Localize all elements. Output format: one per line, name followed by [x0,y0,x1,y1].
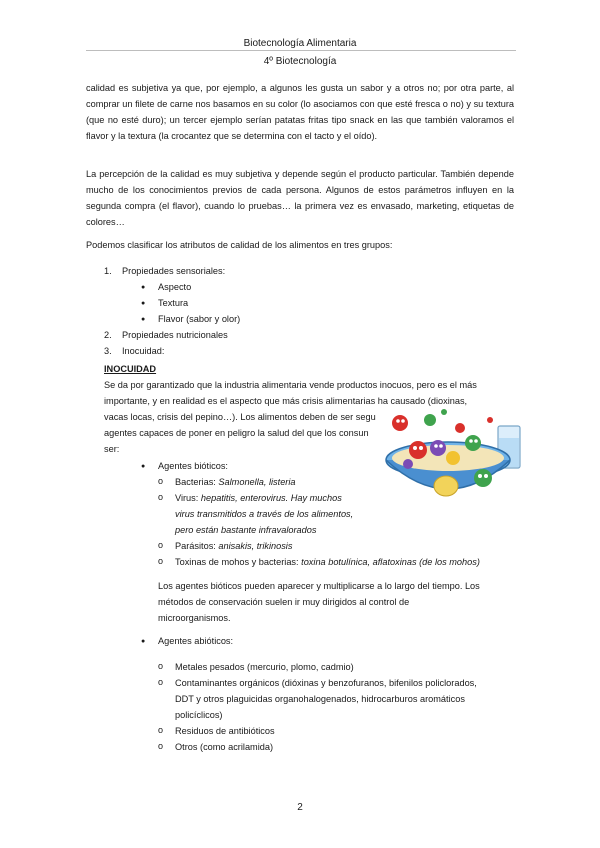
abiotic-metales: Metales pesados (mercurio, plomo, cadmio) [175,662,354,672]
bullet-icon: ● [141,284,146,291]
microbes-bowl-illustration [378,398,528,508]
header-rule [86,50,516,51]
group-1-number: 1. [104,266,112,276]
intro-line: Se da por garantizado que la industria alimentaria vende productos inocuos, pero es el más [104,380,477,390]
circle-bullet-icon: o [158,677,164,687]
circle-bullet-icon: o [158,556,164,566]
bullet-icon: ● [141,300,146,307]
biotic-heading: Agentes bióticos: [158,461,228,471]
paragraph-quality-perception: La percepción de la calidad es muy subjetiva y depende según el producto particular. También depende mucho de los conocimientos previos de cada persona. Algunos de estos parámetros influyen en la segunda compra (el flavor), cuando lo pruebas… la primera vez es envasado, marketing, etiquetas de colores… [86,169,514,227]
abiotic-organicos-line: policíclicos) [175,710,223,720]
sensory-item-textura: Textura [158,298,189,308]
circle-bullet-icon: o [158,725,164,735]
group-2-number: 2. [104,330,112,340]
header-title: Biotecnología Alimentaria [243,38,357,49]
circle-bullet-icon: o [158,661,164,671]
group-3-number: 3. [104,346,112,356]
biotic-bacterias: Bacterias: Salmonella, listeria [175,477,296,487]
intro-line: agentes capaces de poner en peligro la salud del que los consun [104,428,369,438]
circle-bullet-icon: o [158,492,164,502]
group-1-label: Propiedades sensoriales: [122,266,226,276]
abiotic-organicos-line: DDT y otros plaguicidas organohalogenados, hidrocarburos aromáticos [175,694,465,704]
circle-bullet-icon: o [158,540,164,550]
page-number: 2 [297,802,303,813]
section-title-inocuidad: INOCUIDAD [104,364,157,374]
intro-line: importante, y en realidad es el aspecto que más crisis alimentarias ha causado (dioxinas, [104,396,468,406]
abiotic-otros: Otros (como acrilamida) [175,742,274,752]
intro-line: vacas locas, crisis del pepino…). Los alimentos deben de ser segu [104,412,376,422]
bullet-icon: ● [141,463,146,470]
biotic-note-line: Los agentes bióticos pueden aparecer y multiplicarse a lo largo del tiempo. Los [158,581,480,591]
group-3-label: Inocuidad: [122,346,165,356]
biotic-note-line: microorganismos. [158,613,231,623]
circle-bullet-icon: o [158,741,164,751]
bullet-icon: ● [141,316,146,323]
circle-bullet-icon: o [158,476,164,486]
paragraph-classification: Podemos clasificar los atributos de calidad de los alimentos en tres grupos: [86,240,393,250]
biotic-virus: Virus: hepatitis, enterovirus. Hay muchos [175,493,342,503]
header-subtitle: 4º Biotecnología [263,56,337,67]
sensory-item-flavor: Flavor (sabor y olor) [158,314,241,324]
biotic-note-line: métodos de conservación suelen ir muy dirigidos al control de [158,597,410,607]
abiotic-organicos-line: Contaminantes orgánicos (dióxinas y benzofuranos, bifenilos policlorados, [175,678,477,688]
intro-line: ser: [104,444,120,454]
sensory-item-aspecto: Aspecto [158,282,192,292]
biotic-virus-line: virus transmitidos a través de los alimentos, [175,509,354,519]
bullet-icon: ● [141,638,146,645]
biotic-parasitos: Parásitos: anisakis, trikinosis [175,541,293,551]
paragraph-quality-subjective: calidad es subjetiva ya que, por ejemplo, a algunos les gusta un sabor y a otros no; por otra parte, al comprar un filete de carne nos basamos en su color (lo asociamos con que esté fresca o no) y su textura (que no esté duro); un tercer ejemplo serían patatas fritas tipo snack en las que también valoramos el flavor y la textura (la crocantez que se determina con el tacto y el oído). [86,83,514,141]
group-2-label: Propiedades nutricionales [122,330,228,340]
biotic-toxinas: Toxinas de mohos y bacterias: toxina botulínica, aflatoxinas (de los mohos) [175,557,480,567]
abiotic-heading: Agentes abióticos: [158,636,234,646]
biotic-virus-line: pero están bastante infravalorados [175,525,317,535]
abiotic-residuos: Residuos de antibióticos [175,726,275,736]
